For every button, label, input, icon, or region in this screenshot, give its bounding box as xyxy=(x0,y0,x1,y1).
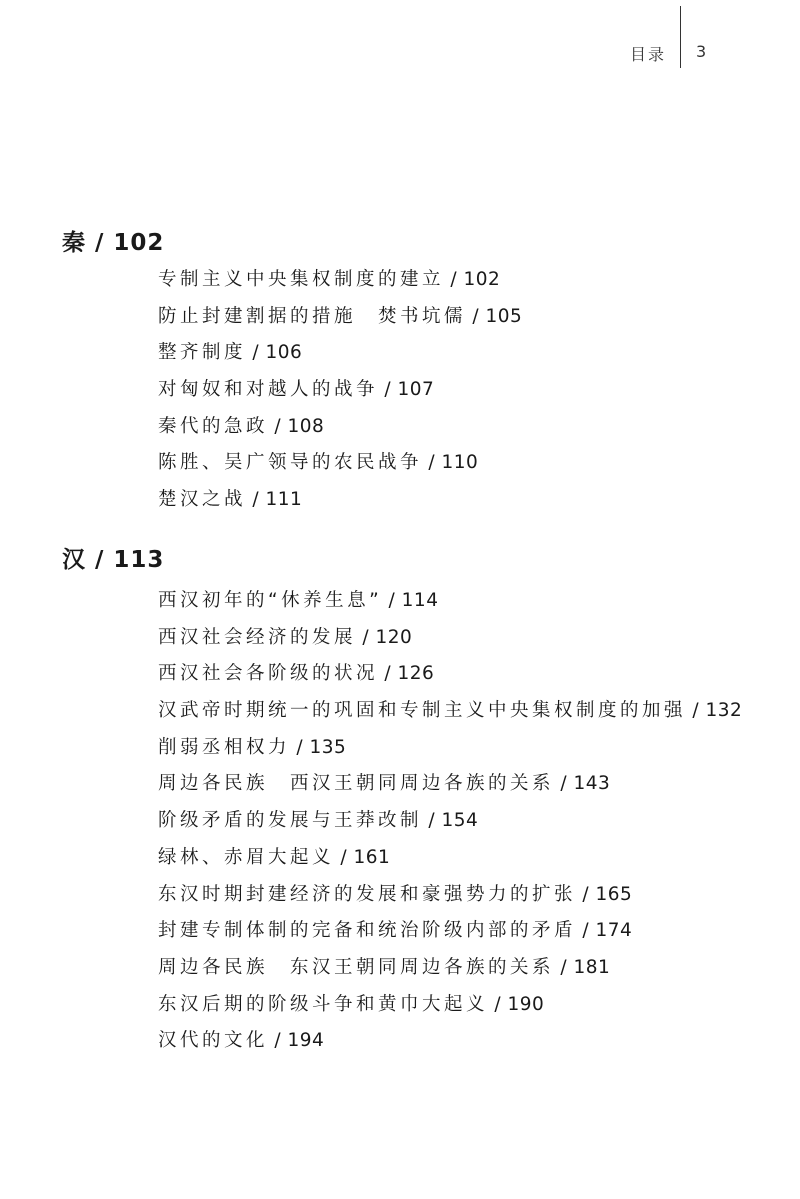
toc-entry-page: / 111 xyxy=(246,489,303,511)
toc-entry-page: / 108 xyxy=(268,415,325,437)
toc-entry-page: / 154 xyxy=(422,810,479,832)
toc-entry xyxy=(158,372,522,409)
toc-entry-title: 专制主义中央集权制度的建立 xyxy=(158,269,445,290)
toc-entry-page: / 105 xyxy=(466,305,523,327)
toc-entry xyxy=(158,445,522,482)
toc-entry-page: / 143 xyxy=(554,773,611,795)
toc-entry-title: 秦代的急政 xyxy=(158,415,269,437)
toc-entry-title: 周边各民族 西汉王朝同周边各族的关系 xyxy=(158,773,555,795)
toc-entry-title: 东汉时期封建经济的发展和豪强势力的扩张 xyxy=(158,883,577,905)
toc-entry-page: / 165 xyxy=(576,883,633,905)
toc-entry xyxy=(158,656,742,693)
toc-entry-page: / 194 xyxy=(268,1030,325,1052)
toc-entry-page: / 110 xyxy=(422,452,479,474)
section-heading-han: 汉 / 113 xyxy=(62,547,165,573)
toc-entry-title: 防止封建割据的措施 焚书坑儒 xyxy=(158,305,467,327)
running-head xyxy=(600,36,720,66)
toc-entry-page: / 120 xyxy=(356,626,413,648)
running-head-title: 目录 xyxy=(630,45,667,64)
toc-entry-page: / 190 xyxy=(488,993,545,1015)
toc-entry-title: 整齐制度 xyxy=(158,342,247,364)
toc-entry-title: 对匈奴和对越人的战争 xyxy=(158,379,379,401)
toc-entry xyxy=(158,583,742,620)
toc-entry-title: 周边各民族 东汉王朝同周边各族的关系 xyxy=(158,956,555,978)
toc-entry-page: / 114 xyxy=(382,590,439,611)
toc-entry xyxy=(158,299,522,336)
toc-entry-page: / 132 xyxy=(686,700,743,722)
toc-entry-title: 西汉社会各阶级的状况 xyxy=(158,663,379,685)
toc-entry xyxy=(158,803,742,840)
toc-entry-title: 楚汉之战 xyxy=(158,489,247,511)
toc-entry-title: 阶级矛盾的发展与王莽改制 xyxy=(158,810,423,832)
toc-entry xyxy=(158,620,742,657)
toc-entry-title: 封建专制体制的完备和统治阶级内部的矛盾 xyxy=(158,920,577,942)
toc-entry-title: 东汉后期的阶级斗争和黄巾大起义 xyxy=(158,993,489,1015)
toc-section-han xyxy=(62,545,742,1060)
toc-entry-page: / 126 xyxy=(378,663,435,685)
toc-section-qin xyxy=(62,228,522,519)
toc-entry-page: / 161 xyxy=(334,846,391,868)
toc-entry xyxy=(158,262,522,299)
toc-entry xyxy=(158,1023,742,1060)
toc-entry xyxy=(158,482,522,519)
toc-entry-page: / 174 xyxy=(576,920,633,942)
toc-entry xyxy=(158,693,742,730)
page-number: 3 xyxy=(696,42,707,61)
toc-entry-page: / 135 xyxy=(290,736,347,758)
toc-entry xyxy=(158,730,742,767)
toc-entry xyxy=(158,766,742,803)
toc-entry-title: 汉代的文化 xyxy=(158,1030,269,1052)
toc-entry xyxy=(158,877,742,914)
toc-entry-list xyxy=(62,262,522,519)
toc-entry xyxy=(158,987,742,1024)
toc-entry xyxy=(158,840,742,877)
toc-entry-page: / 107 xyxy=(378,379,435,401)
section-heading-qin: 秦 / 102 xyxy=(62,230,165,256)
toc-entry xyxy=(158,913,742,950)
toc-entry-title: 削弱丞相权力 xyxy=(158,736,291,758)
toc-entry-title: 西汉初年的“休养生息” xyxy=(158,590,383,611)
toc-entry-title: 绿林、赤眉大起义 xyxy=(158,846,335,868)
toc-entry-page: / 102 xyxy=(444,269,501,290)
toc-entry xyxy=(158,409,522,446)
toc-entry-page: / 106 xyxy=(246,342,303,364)
running-head-divider xyxy=(680,6,681,68)
toc-entry xyxy=(158,950,742,987)
toc-entry xyxy=(158,335,522,372)
toc-entry-list xyxy=(62,583,742,1060)
toc-entry-title: 陈胜、吴广领导的农民战争 xyxy=(158,452,423,474)
toc-entry-title: 汉武帝时期统一的巩固和专制主义中央集权制度的加强 xyxy=(158,700,687,722)
toc-entry-title: 西汉社会经济的发展 xyxy=(158,626,357,648)
toc-entry-page: / 181 xyxy=(554,956,611,978)
